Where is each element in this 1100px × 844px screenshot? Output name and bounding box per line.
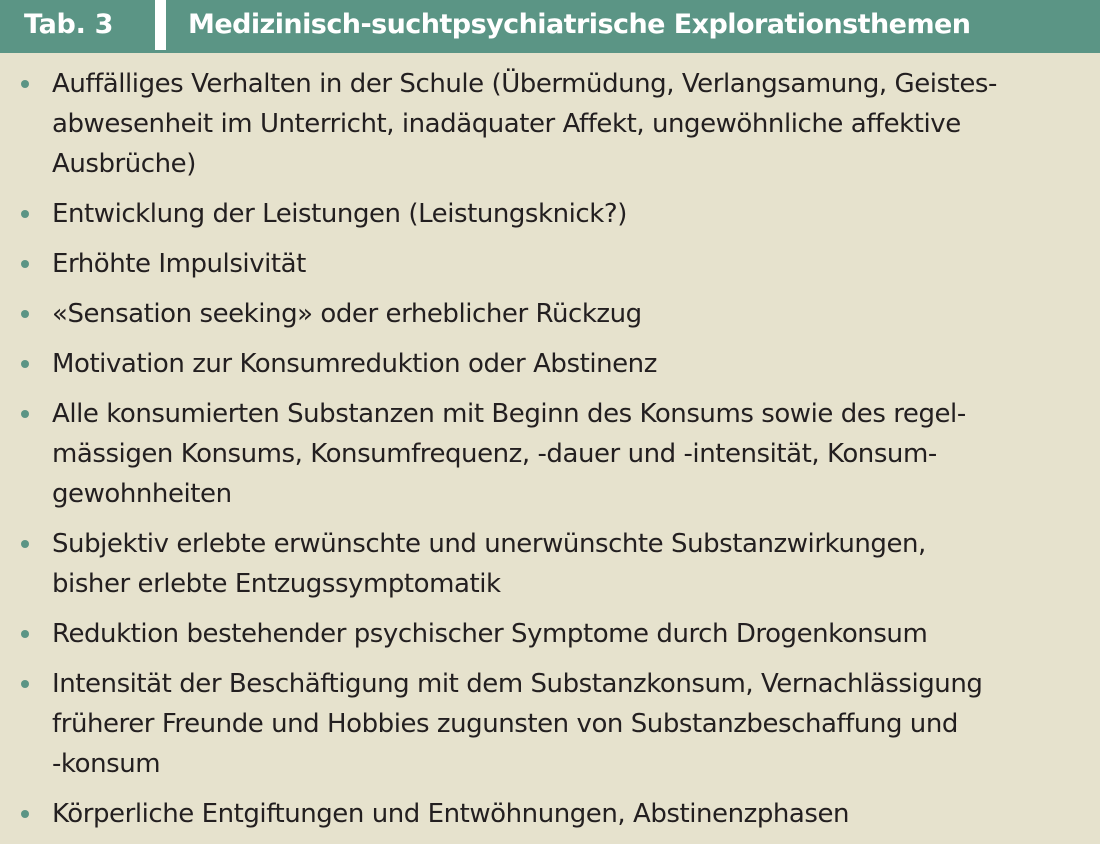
- list-item: [0, 194, 1100, 234]
- bullet-dot-icon: [21, 310, 29, 318]
- list-item-line: mässigen Konsums, Konsumfrequenz, -dauer und -intensität, Konsum-: [52, 439, 937, 469]
- list-item-line: «Sensation seeking» oder erheblicher Rückzug: [52, 299, 642, 329]
- table-title: Medizinisch-suchtpsychiatrische Explorationsthemen: [166, 0, 1100, 50]
- bullet-dot-icon: [21, 410, 29, 418]
- header-divider: [155, 0, 166, 50]
- topic-list: [0, 64, 1100, 844]
- list-item: [0, 394, 1100, 514]
- list-item: [0, 794, 1100, 834]
- list-item-line: Körperliche Entgiftungen und Entwöhnungen, Abstinenzphasen: [52, 799, 850, 829]
- list-item-text: [52, 64, 1080, 184]
- bullet-dot-icon: [21, 210, 29, 218]
- bullet-dot-icon: [21, 630, 29, 638]
- list-item-line: Subjektiv erlebte erwünschte und unerwünschte Substanzwirkungen,: [52, 529, 926, 559]
- bullet-dot-icon: [21, 80, 29, 88]
- list-item-line: Motivation zur Konsumreduktion oder Abstinenz: [52, 349, 657, 379]
- bullet-dot-icon: [21, 360, 29, 368]
- list-item-text: [52, 244, 1080, 284]
- list-item-line: Erhöhte Impulsivität: [52, 249, 306, 279]
- list-item-text: [52, 614, 1080, 654]
- list-item-text: [52, 344, 1080, 384]
- list-item-line: gewohnheiten: [52, 479, 232, 509]
- list-item-text: [52, 294, 1080, 334]
- list-item-line: Alle konsumierten Substanzen mit Beginn des Konsums sowie des regel-: [52, 399, 966, 429]
- list-item-line: Entwicklung der Leistungen (Leistungsknick?): [52, 199, 627, 229]
- list-item: [0, 664, 1100, 784]
- bullet-dot-icon: [21, 260, 29, 268]
- list-item-line: Ausbrüche): [52, 149, 196, 179]
- list-item-line: Reduktion bestehender psychischer Symptome durch Drogenkonsum: [52, 619, 928, 649]
- list-item-text: [52, 664, 1080, 784]
- list-item-text: [52, 194, 1080, 234]
- list-item-line: früherer Freunde und Hobbies zugunsten von Substanzbeschaffung und: [52, 709, 958, 739]
- list-item: [0, 244, 1100, 284]
- table-number-label: Tab. 3: [0, 0, 155, 50]
- table-header: [0, 0, 1100, 50]
- list-item-text: [52, 524, 1080, 604]
- list-item-line: -konsum: [52, 749, 161, 779]
- bullet-dot-icon: [21, 810, 29, 818]
- header-rule: [0, 50, 1100, 53]
- bullet-dot-icon: [21, 680, 29, 688]
- list-item: [0, 344, 1100, 384]
- list-item-text: [52, 394, 1080, 514]
- list-item: [0, 294, 1100, 334]
- list-item: [0, 64, 1100, 184]
- list-item-line: Intensität der Beschäftigung mit dem Substanzkonsum, Vernachlässigung: [52, 669, 983, 699]
- list-item-text: [52, 794, 1080, 834]
- list-item-line: abwesenheit im Unterricht, inadäquater Affekt, ungewöhnliche affektive: [52, 109, 961, 139]
- list-item: [0, 524, 1100, 604]
- list-item-line: Auffälliges Verhalten in der Schule (Übermüdung, Verlangsamung, Geistes-: [52, 69, 997, 99]
- list-item-line: bisher erlebte Entzugssymptomatik: [52, 569, 501, 599]
- list-item: [0, 614, 1100, 654]
- bullet-dot-icon: [21, 540, 29, 548]
